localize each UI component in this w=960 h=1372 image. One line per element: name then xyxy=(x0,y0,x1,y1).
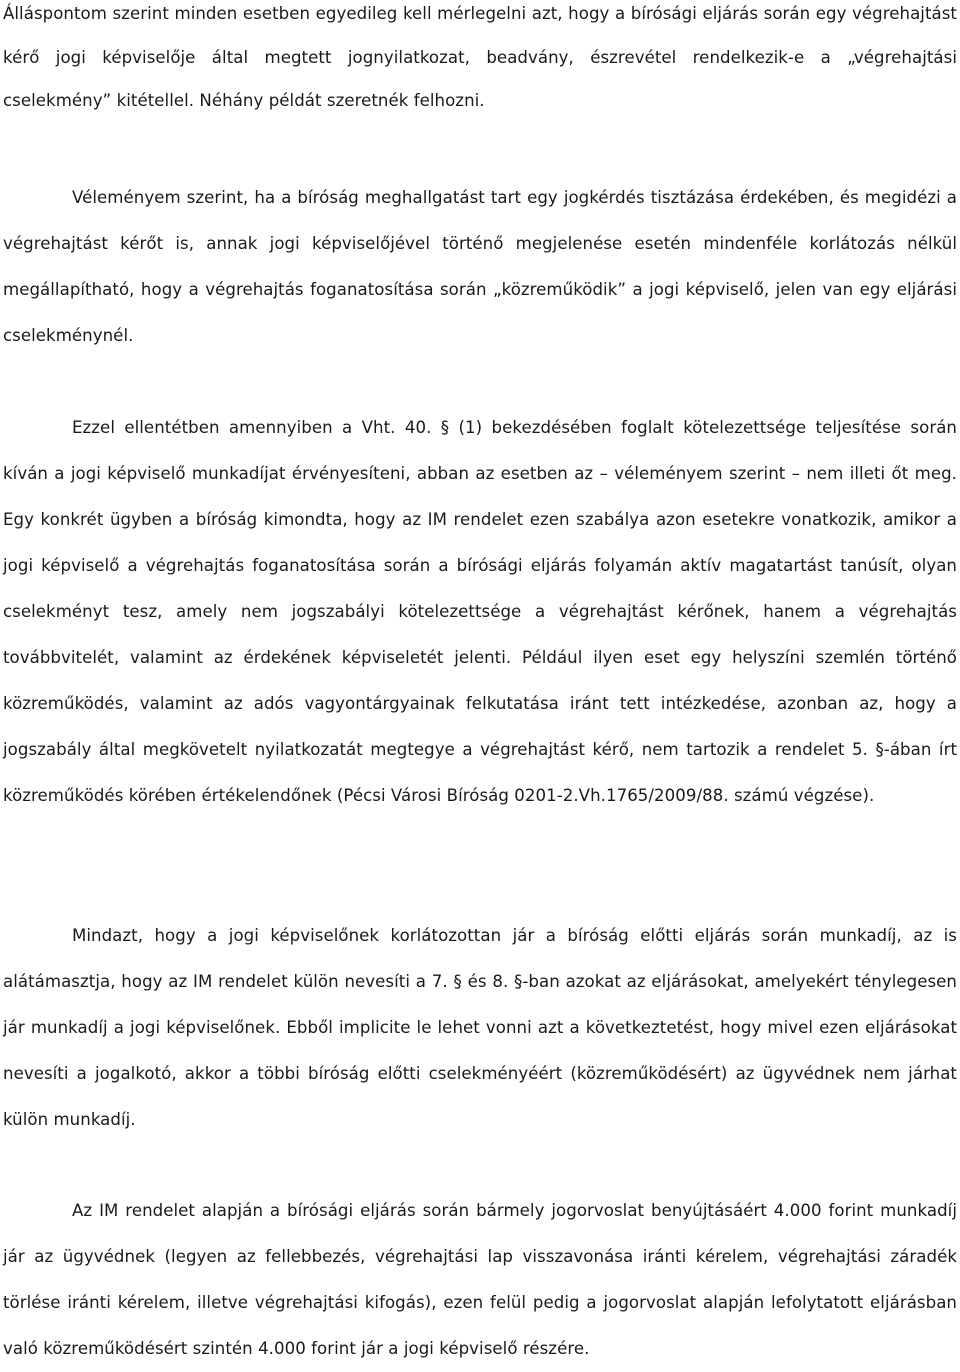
paragraph-1 xyxy=(3,0,957,123)
paragraph-1-text: Álláspontom szerint minden esetben egyedileg kell mérlegelni azt, hogy a bírósági eljárás során egy végrehajtást kérő jogi képviselője által megtett jognyilatkozat, beadvány, észrevétel rendelkezik-e a „végrehajtási cselekmény” kitétellel. Néhány példát szeretnék felhozni. xyxy=(3,4,957,110)
paragraph-5-text: Az IM rendelet alapján a bírósági eljárás során bármely jogorvoslat benyújtásáért 4.000 forint munkadíj jár az ügyvédnek (legyen az fellebbezés, végrehajtási lap visszavonása iránti kérelem, végrehajtási záradék törlése iránti kérelem, illetve végrehajtási kifogás), ezen felül pedig a jogorvoslat alapján lefolytatott eljárásban való közreműködésért szintén 4.000 forint jár a jogi képviselő részére. xyxy=(3,1201,957,1358)
paragraph-3-text: Ezzel ellentétben amennyiben a Vht. 40. § (1) bekezdésében foglalt kötelezettsége teljesítése során kíván a jogi képviselő munkadíjat érvényesíteni, abban az esetben az – véleményem szerint – nem illeti őt meg. Egy konkrét ügyben a bíróság kimondta, hogy az IM rendelet ezen szabálya azon esetekre vonatkozik, amikor a jogi képviselő a végrehajtás foganatosítása során a bírósági eljárás folyamán aktív magatartást tanúsít, olyan cselekményt tesz, amely nem jogszabályi kötelezettsége a végrehajtást kérőnek, hanem a végrehajtás továbbvitelét, valamint az érdekének képviseletét jelenti. Például ilyen eset egy helyszíni szemlén történő közreműködés, valamint az adós vagyontárgyainak felkutatása iránt tett intézkedése, azonban az, hogy a jogszabály által megkövetelt nyilatkozatát megtegye a végrehajtást kérő, nem tartozik a rendelet 5. §-ában írt közreműködés körében értékelendőnek (Pécsi Városi Bíróság 0201-2.Vh.1765/2009/88. számú végzése). xyxy=(3,418,957,805)
paragraph-3 xyxy=(3,405,957,819)
paragraph-2-text: Véleményem szerint, ha a bíróság meghallgatást tart egy jogkérdés tisztázása érdekében, és megidézi a végrehajtást kérőt is, annak jogi képviselőjével történő megjelenése esetén mindenféle korlátozás nélkül megállapítható, hogy a végrehajtás foganatosítása során „közreműködik” a jogi képviselő, jelen van egy eljárási cselekménynél. xyxy=(3,188,957,345)
paragraph-4 xyxy=(3,913,957,1143)
paragraph-5 xyxy=(3,1188,957,1372)
paragraph-2 xyxy=(3,175,957,359)
paragraph-4-text: Mindazt, hogy a jogi képviselőnek korlátozottan jár a bíróság előtti eljárás során munkadíj, az is alátámasztja, hogy az IM rendelet külön nevesíti a 7. § és 8. §-ban azokat az eljárásokat, amelyekért ténylegesen jár munkadíj a jogi képviselőnek. Ebből implicite le lehet vonni azt a következtetést, hogy mivel ezen eljárásokat nevesíti a jogalkotó, akkor a többi bíróság előtti cselekményéért (közreműködésért) az ügyvédnek nem járhat külön munkadíj. xyxy=(3,926,957,1129)
